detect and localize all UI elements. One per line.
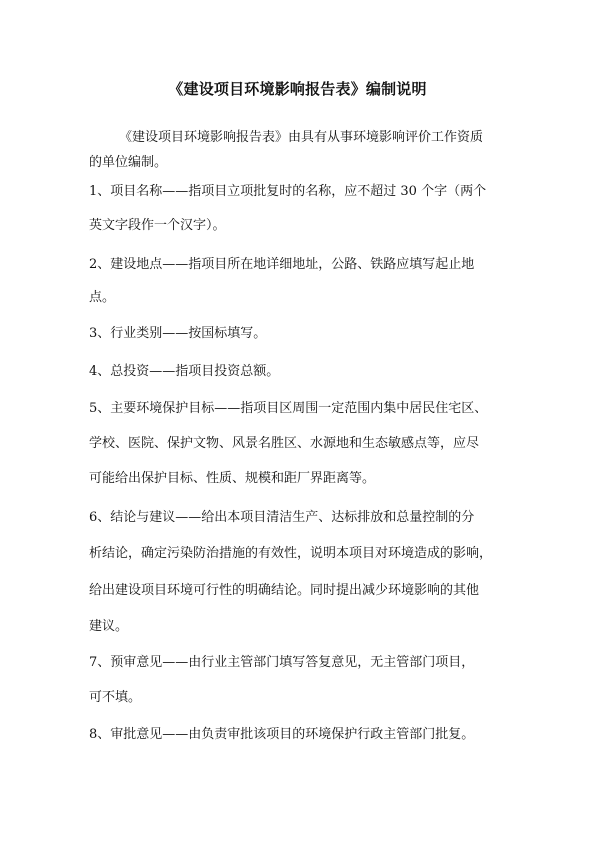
item-1-line-2: 英文字段作一个汉字）。	[89, 218, 226, 233]
intro-line-1: 《建设项目环境影响报告表》由具有从事环境影响评价工作资质	[119, 130, 484, 145]
item-6-line-2: 析结论，确定污染防治措施的有效性，说明本项目对环境造成的影响，	[89, 546, 493, 561]
item-4-line-1: 4、总投资——指项目投资总额。	[89, 364, 280, 379]
item-5-line-1: 5、主要环境保护目标——指项目区周围一定范围内集中居民住宅区、	[89, 401, 488, 416]
item-2-line-1: 2、建设地点——指项目所在地详细地址，公路、铁路应填写起止地	[89, 257, 475, 272]
item-6-line-3: 给出建设项目环境可行性的明确结论。同时提出减少环境影响的其他	[89, 583, 480, 598]
item-7-line-1: 7、预审意见——由行业主管部门填写答复意见，无主管部门项目，	[89, 655, 475, 670]
item-5-line-3: 可能给出保护目标、性质、规模和距厂界距离等。	[89, 471, 376, 486]
item-6-line-1: 6、结论与建议——给出本项目清洁生产、达标排放和总量控制的分	[89, 510, 475, 525]
item-2-line-2: 点。	[89, 290, 116, 305]
intro-line-2: 的单位编制。	[89, 155, 168, 170]
item-7-line-2: 可不填。	[89, 690, 142, 705]
item-8-line-1: 8、审批意见——由负责审批该项目的环境保护行政主管部门批复。	[89, 727, 475, 742]
page-title: 《建设项目环境影响报告表》编制说明	[168, 80, 427, 98]
item-5-line-2: 学校、医院、保护文物、风景名胜区、水源地和生态敏感点等，应尽	[89, 436, 480, 451]
item-6-line-4: 建议。	[89, 619, 129, 634]
item-3-line-1: 3、行业类别——按国标填写。	[89, 326, 267, 341]
item-1-line-1: 1、项目名称——指项目立项批复时的名称，应不超过 30 个字（两个	[89, 184, 487, 199]
